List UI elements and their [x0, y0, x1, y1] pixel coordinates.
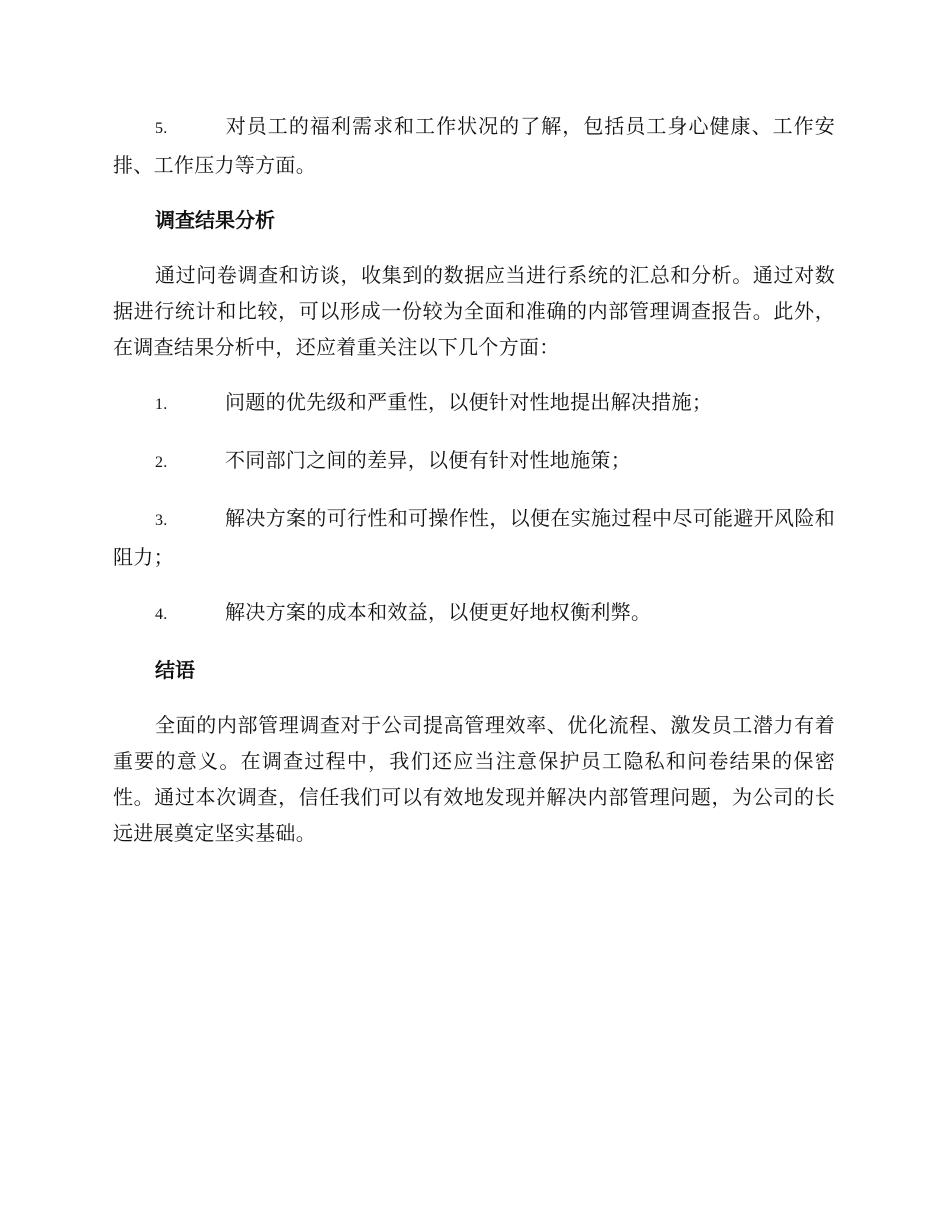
list-number: 5.	[155, 120, 168, 137]
list-item	[113, 384, 835, 423]
list-text: 问题的优先级和严重性，以便针对性地提出解决措施；	[225, 390, 713, 414]
list-number: 2.	[155, 454, 168, 471]
list-item	[113, 500, 835, 575]
list-number: 4.	[155, 606, 168, 623]
list-text: 解决方案的成本和效益，以便更好地权衡利弊。	[225, 600, 652, 624]
conclusion-paragraph: 全面的内部管理调查对于公司提高管理效率、优化流程、激发员工潜力有着重要的意义。在调查过程中，我们还应当注意保护员工隐私和问卷结果的保密性。通过本次调查，信任我们可以有效地发现并解决内部管理问题，为公司的长远进展奠定坚实基础。	[113, 713, 835, 845]
list-number: 3.	[155, 512, 168, 529]
list-item	[113, 108, 835, 183]
list-number: 1.	[155, 396, 168, 413]
analysis-paragraph: 通过问卷调查和访谈，收集到的数据应当进行系统的汇总和分析。通过对数据进行统计和比较，可以形成一份较为全面和准确的内部管理调查报告。此外，在调查结果分析中，还应着重关注以下几个方面：	[113, 263, 835, 359]
list-text: 解决方案的可行性和可操作性，以便在实施过程中尽可能避开风险和阻力；	[113, 506, 835, 569]
list-text: 对员工的福利需求和工作状况的了解，包括员工身心健康、工作安排、工作压力等方面。	[113, 114, 835, 177]
section-heading-analysis: 调查结果分析	[155, 208, 275, 232]
list-item	[113, 594, 835, 633]
list-item	[113, 442, 835, 481]
document-page	[113, 108, 835, 870]
list-text: 不同部门之间的差异，以便有针对性地施策；	[225, 448, 631, 472]
section-heading-conclusion: 结语	[155, 658, 195, 682]
